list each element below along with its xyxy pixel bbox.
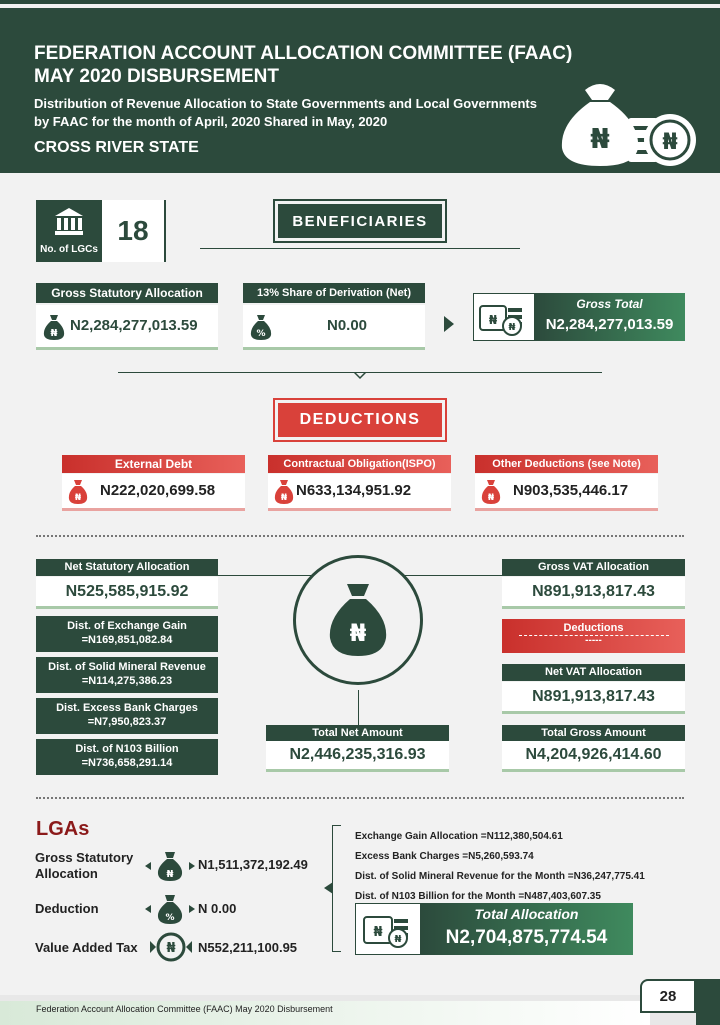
lgc-icon-box	[36, 200, 102, 262]
connector-line-vertical	[358, 690, 359, 726]
total-allocation-value: N2,704,875,774.54	[445, 927, 608, 948]
svg-text:₦: ₦	[662, 130, 678, 155]
total-gross-value: N4,204,926,414.60	[502, 741, 685, 772]
lga-gross-statutory-value: N1,511,372,192.49	[198, 857, 308, 872]
contractual-box	[268, 474, 451, 511]
excess-bank-label: Dist. Excess Bank Charges	[56, 702, 198, 714]
total-net-value: N2,446,235,316.93	[266, 741, 449, 772]
svg-text:₦: ₦	[349, 619, 367, 647]
gross-total-label: Gross Total	[576, 297, 643, 311]
total-gross-label: Total Gross Amount	[502, 725, 685, 741]
money-bag-icon	[42, 313, 66, 341]
contractual-value: N633,134,951.92	[296, 482, 412, 499]
percent-bag-icon	[249, 313, 273, 341]
divider-line	[200, 248, 520, 249]
vat-deductions-value: -----	[585, 635, 602, 646]
lga-notes	[355, 827, 645, 907]
lga-deduction-value: N 0.00	[198, 901, 237, 916]
external-debt-label: External Debt	[62, 455, 245, 473]
money-bag-icon	[323, 580, 393, 660]
exchange-gain-box	[36, 616, 218, 652]
solid-mineral-value: =N114,275,386.23	[81, 675, 173, 687]
net-vat-value: N891,913,817.43	[502, 682, 685, 714]
svg-text:₦: ₦	[166, 941, 176, 956]
n103-box	[36, 739, 218, 775]
state-name: CROSS RIVER STATE	[34, 139, 199, 156]
total-allocation-label: Total Allocation	[474, 906, 579, 922]
svg-text:%: %	[165, 913, 175, 923]
lga-gross-statutory-label	[35, 850, 133, 882]
lga-note: Dist. of Solid Mineral Revenue for the Month =N36,247,775.41	[355, 871, 645, 882]
gross-statutory-label: Gross Statutory Allocation	[36, 283, 218, 303]
lga-note: Dist. of N103 Billion for the Month =N487,403,607.35	[355, 891, 601, 902]
external-debt-value: N222,020,699.58	[100, 482, 216, 499]
money-bag-icon	[145, 850, 195, 882]
gross-vat-value: N891,913,817.43	[502, 577, 685, 609]
subtitle-line-1: Distribution of Revenue Allocation to State Governments and Local Governments	[34, 96, 537, 111]
svg-text:₦: ₦	[488, 313, 498, 327]
lga-gross-statutory-label-line1: Gross Statutory	[35, 850, 134, 865]
money-bag-icon	[480, 479, 502, 505]
other-deductions-value: N903,535,446.17	[513, 482, 629, 499]
net-statutory-value: N525,585,915.92	[36, 577, 218, 609]
footer-corner	[696, 979, 720, 1025]
lgas-heading: LGAs	[36, 818, 90, 840]
deductions-heading: DEDUCTIONS	[278, 403, 442, 437]
contractual-label: Contractual Obligation(ISPO)	[268, 455, 451, 473]
derivation-value: N0.00	[326, 317, 368, 334]
external-debt-box	[62, 474, 245, 511]
net-statutory-label: Net Statutory Allocation	[36, 559, 218, 576]
excess-bank-value: =N7,950,823.37	[87, 716, 167, 728]
money-bag-icon	[540, 78, 710, 168]
page-number: 28	[640, 979, 696, 1013]
svg-text:₦: ₦	[74, 493, 82, 503]
gross-statutory-value: N2,284,277,013.59	[70, 317, 198, 334]
svg-text:₦: ₦	[487, 493, 495, 503]
svg-text:₦: ₦	[166, 869, 174, 880]
beneficiaries-heading: BENEFICIARIES	[278, 204, 442, 238]
coins-icon	[362, 909, 412, 949]
svg-text:₦: ₦	[373, 925, 383, 940]
subtitle-line-2: by FAAC for the month of April, 2020 Shared in May, 2020	[34, 114, 388, 129]
arrow-left-icon	[324, 882, 334, 894]
derivation-box	[243, 305, 425, 350]
svg-text:₦: ₦	[508, 322, 516, 333]
currency-exchange-icon	[148, 931, 194, 963]
gross-vat-label: Gross VAT Allocation	[502, 559, 685, 576]
title-line-2: MAY 2020 DISBURSEMENT	[34, 66, 279, 87]
page-title	[34, 42, 594, 88]
solid-mineral-box	[36, 657, 218, 693]
solid-mineral-label: Dist. of Solid Mineral Revenue	[48, 661, 206, 673]
page-subtitle	[34, 95, 564, 131]
n103-value: =N736,658,291.14	[81, 757, 173, 769]
vat-deductions-label: Deductions	[563, 622, 624, 634]
top-line	[0, 0, 720, 4]
chevron-down-icon	[354, 372, 366, 380]
exchange-gain-label: Dist. of Exchange Gain	[67, 620, 187, 632]
lgc-count: 18	[102, 200, 166, 262]
svg-text:%: %	[256, 329, 266, 339]
arrow-right-icon	[444, 316, 456, 332]
coins-icon	[478, 298, 526, 336]
lga-gross-statutory-label-line2: Allocation	[35, 866, 98, 881]
excess-bank-box	[36, 698, 218, 734]
percent-bag-icon	[145, 893, 195, 925]
gross-statutory-box	[36, 305, 218, 350]
lga-vat-value: N552,211,100.95	[198, 940, 298, 955]
lga-deduction-label: Deduction	[35, 901, 99, 916]
other-deductions-box	[475, 474, 658, 511]
gross-total-value: N2,284,277,013.59	[545, 316, 674, 333]
title-line-1: FEDERATION ACCOUNT ALLOCATION COMMITTEE (FAAC)	[34, 43, 573, 64]
bank-building-icon	[53, 206, 85, 236]
dotted-divider	[36, 797, 684, 799]
vat-deductions-box	[502, 619, 685, 653]
dotted-divider	[36, 535, 684, 537]
svg-text:₦: ₦	[590, 122, 610, 155]
svg-text:₦: ₦	[394, 934, 402, 945]
lga-note: Exchange Gain Allocation =N112,380,504.61	[355, 831, 563, 842]
other-deductions-label: Other Deductions (see Note)	[475, 455, 658, 473]
lgc-label: No. of LGCs	[40, 244, 98, 255]
svg-text:₦: ₦	[280, 493, 288, 503]
total-net-label: Total Net Amount	[266, 725, 449, 741]
net-vat-label: Net VAT Allocation	[502, 664, 685, 681]
exchange-gain-value: =N169,851,082.84	[81, 634, 173, 646]
derivation-label: 13% Share of Derivation (Net)	[243, 283, 425, 303]
money-bag-icon	[67, 479, 89, 505]
footer-text: Federation Account Allocation Committee (FAAC) May 2020 Disbursement	[36, 1004, 333, 1014]
n103-label: Dist. of N103 Billion	[75, 743, 179, 755]
money-bag-icon	[273, 479, 295, 505]
svg-text:₦: ₦	[50, 328, 58, 339]
lga-vat-label: Value Added Tax	[35, 940, 138, 955]
lga-note: Excess Bank Charges =N5,260,593.74	[355, 851, 534, 862]
